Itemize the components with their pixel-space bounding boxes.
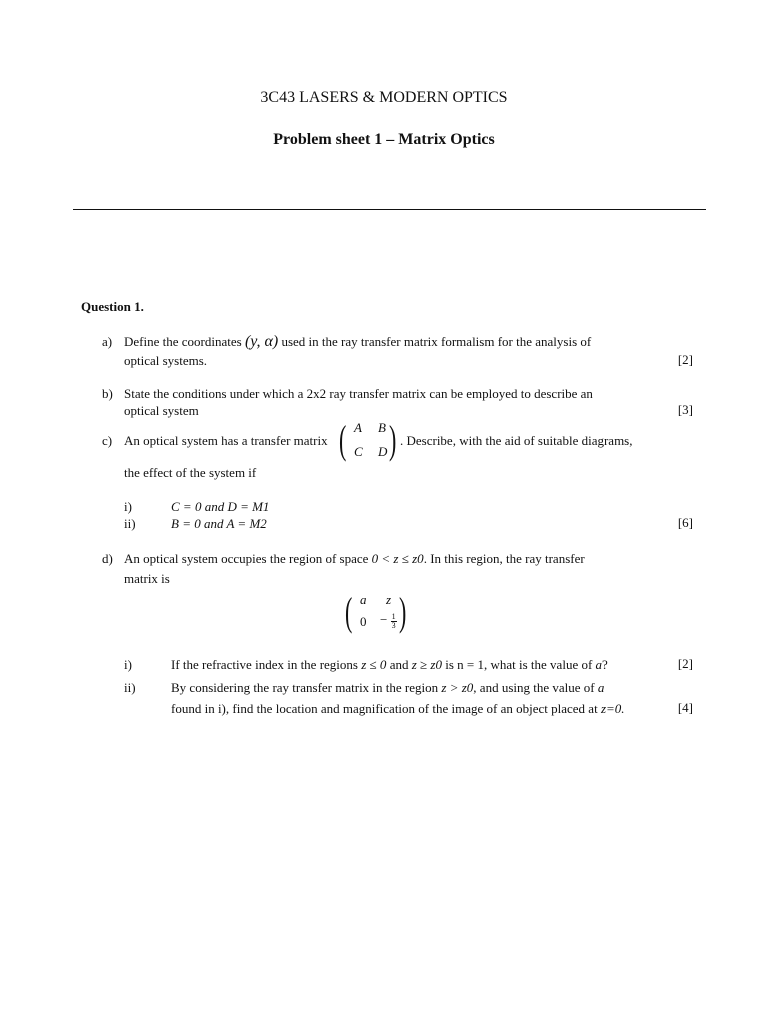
part-c-i-text: C = 0 and D = M1 bbox=[171, 499, 270, 514]
part-a-letter: a) bbox=[102, 334, 113, 349]
matrix-a: A bbox=[354, 420, 362, 435]
part-a-coords: (y, α) bbox=[244, 333, 279, 350]
part-c-marks: [6] bbox=[677, 515, 693, 530]
matrix-c: C bbox=[354, 444, 363, 459]
matrix-d-right-paren: ) bbox=[398, 589, 407, 634]
part-a-line1-post: used in the ray transfer matrix formalism for the analysis of bbox=[278, 334, 592, 349]
part-a-line1-pre: Define the coordinates bbox=[124, 334, 245, 349]
part-c-ii-text: B = 0 and A = M2 bbox=[171, 516, 267, 531]
part-a-line1 bbox=[124, 333, 591, 350]
matrix-transfer bbox=[344, 589, 412, 636]
part-d-i-cond2: z ≥ z0 bbox=[411, 657, 442, 672]
part-d-region: 0 < z ≤ z0 bbox=[371, 551, 424, 566]
matrix-d-z: z bbox=[386, 592, 392, 607]
part-d-i-cond1: z ≤ 0 bbox=[361, 657, 387, 672]
part-c-line1-pre: An optical system has a transfer matrix bbox=[124, 433, 328, 448]
part-d-i-q: ? bbox=[602, 657, 608, 672]
part-d-ii-label: ii) bbox=[124, 680, 136, 695]
part-c-ii-label: ii) bbox=[124, 516, 136, 531]
part-c-line2: the effect of the system if bbox=[124, 465, 257, 480]
course-title: 3C43 LASERS & MODERN OPTICS bbox=[260, 89, 508, 106]
part-d-ii-mid: , and using the value of bbox=[473, 680, 598, 695]
part-d-i-and: and bbox=[386, 657, 412, 672]
part-a-line2: optical systems. bbox=[124, 353, 208, 368]
part-c-letter: c) bbox=[102, 433, 113, 448]
part-d-i-label: i) bbox=[124, 657, 132, 672]
divider bbox=[73, 209, 706, 210]
part-d-line1-post: . In this region, the ray transfer bbox=[423, 551, 585, 566]
part-d-i-post: is n = 1, what is the value of bbox=[441, 657, 596, 672]
part-d-i-var: a bbox=[595, 657, 603, 672]
part-d-ii-z: z=0. bbox=[600, 701, 625, 716]
part-d-ii-marks: [4] bbox=[677, 700, 693, 715]
part-b-line1: State the conditions under which a 2x2 ray transfer matrix can be employed to describe an bbox=[124, 386, 593, 401]
matrix-d-zero: 0 bbox=[360, 614, 367, 629]
part-d-ii-var: a bbox=[597, 680, 605, 695]
part-d-line1-pre: An optical system occupies the region of space bbox=[124, 551, 372, 566]
part-b-marks: [3] bbox=[677, 402, 693, 417]
matrix-d-neg-third bbox=[380, 612, 397, 630]
part-c-line1-post: . Describe, with the aid of suitable diagrams, bbox=[400, 433, 633, 448]
part-c-i-label: i) bbox=[124, 499, 132, 514]
part-d-letter: d) bbox=[102, 551, 113, 566]
part-d-ii-line2-text: found in i), find the location and magnification of the image of an object placed at bbox=[171, 701, 601, 716]
matrix-d-minus: − bbox=[380, 612, 388, 627]
part-d-line1 bbox=[124, 550, 585, 567]
part-d-i-pre: If the refractive index in the regions bbox=[171, 657, 362, 672]
matrix-b: B bbox=[378, 420, 386, 435]
matrix-d-fraction bbox=[391, 613, 397, 630]
part-d-ii-line2 bbox=[171, 700, 625, 717]
matrix-d-a: a bbox=[360, 592, 367, 607]
part-d-i-text bbox=[171, 656, 608, 673]
part-b-line2: optical system bbox=[124, 403, 199, 418]
part-d-ii-pre: By considering the ray transfer matrix in the region bbox=[171, 680, 442, 695]
matrix-right-paren: ) bbox=[388, 417, 397, 462]
matrix-d-left-paren: ( bbox=[344, 589, 353, 634]
fraction-denominator: 3 bbox=[391, 620, 396, 630]
part-d-ii-line1 bbox=[171, 679, 604, 696]
matrix-left-paren: ( bbox=[338, 417, 347, 462]
part-d-i-marks: [2] bbox=[677, 656, 693, 671]
part-d-line2: matrix is bbox=[124, 571, 170, 586]
part-b-letter: b) bbox=[102, 386, 113, 401]
fraction-numerator: 1 bbox=[391, 611, 396, 621]
question-label: Question 1. bbox=[81, 299, 144, 314]
matrix-abcd bbox=[338, 417, 400, 464]
part-d-ii-cond: z > z0 bbox=[441, 680, 474, 695]
sheet-title: Problem sheet 1 – Matrix Optics bbox=[273, 131, 495, 148]
matrix-d: D bbox=[378, 444, 388, 459]
part-a-marks: [2] bbox=[677, 352, 693, 367]
